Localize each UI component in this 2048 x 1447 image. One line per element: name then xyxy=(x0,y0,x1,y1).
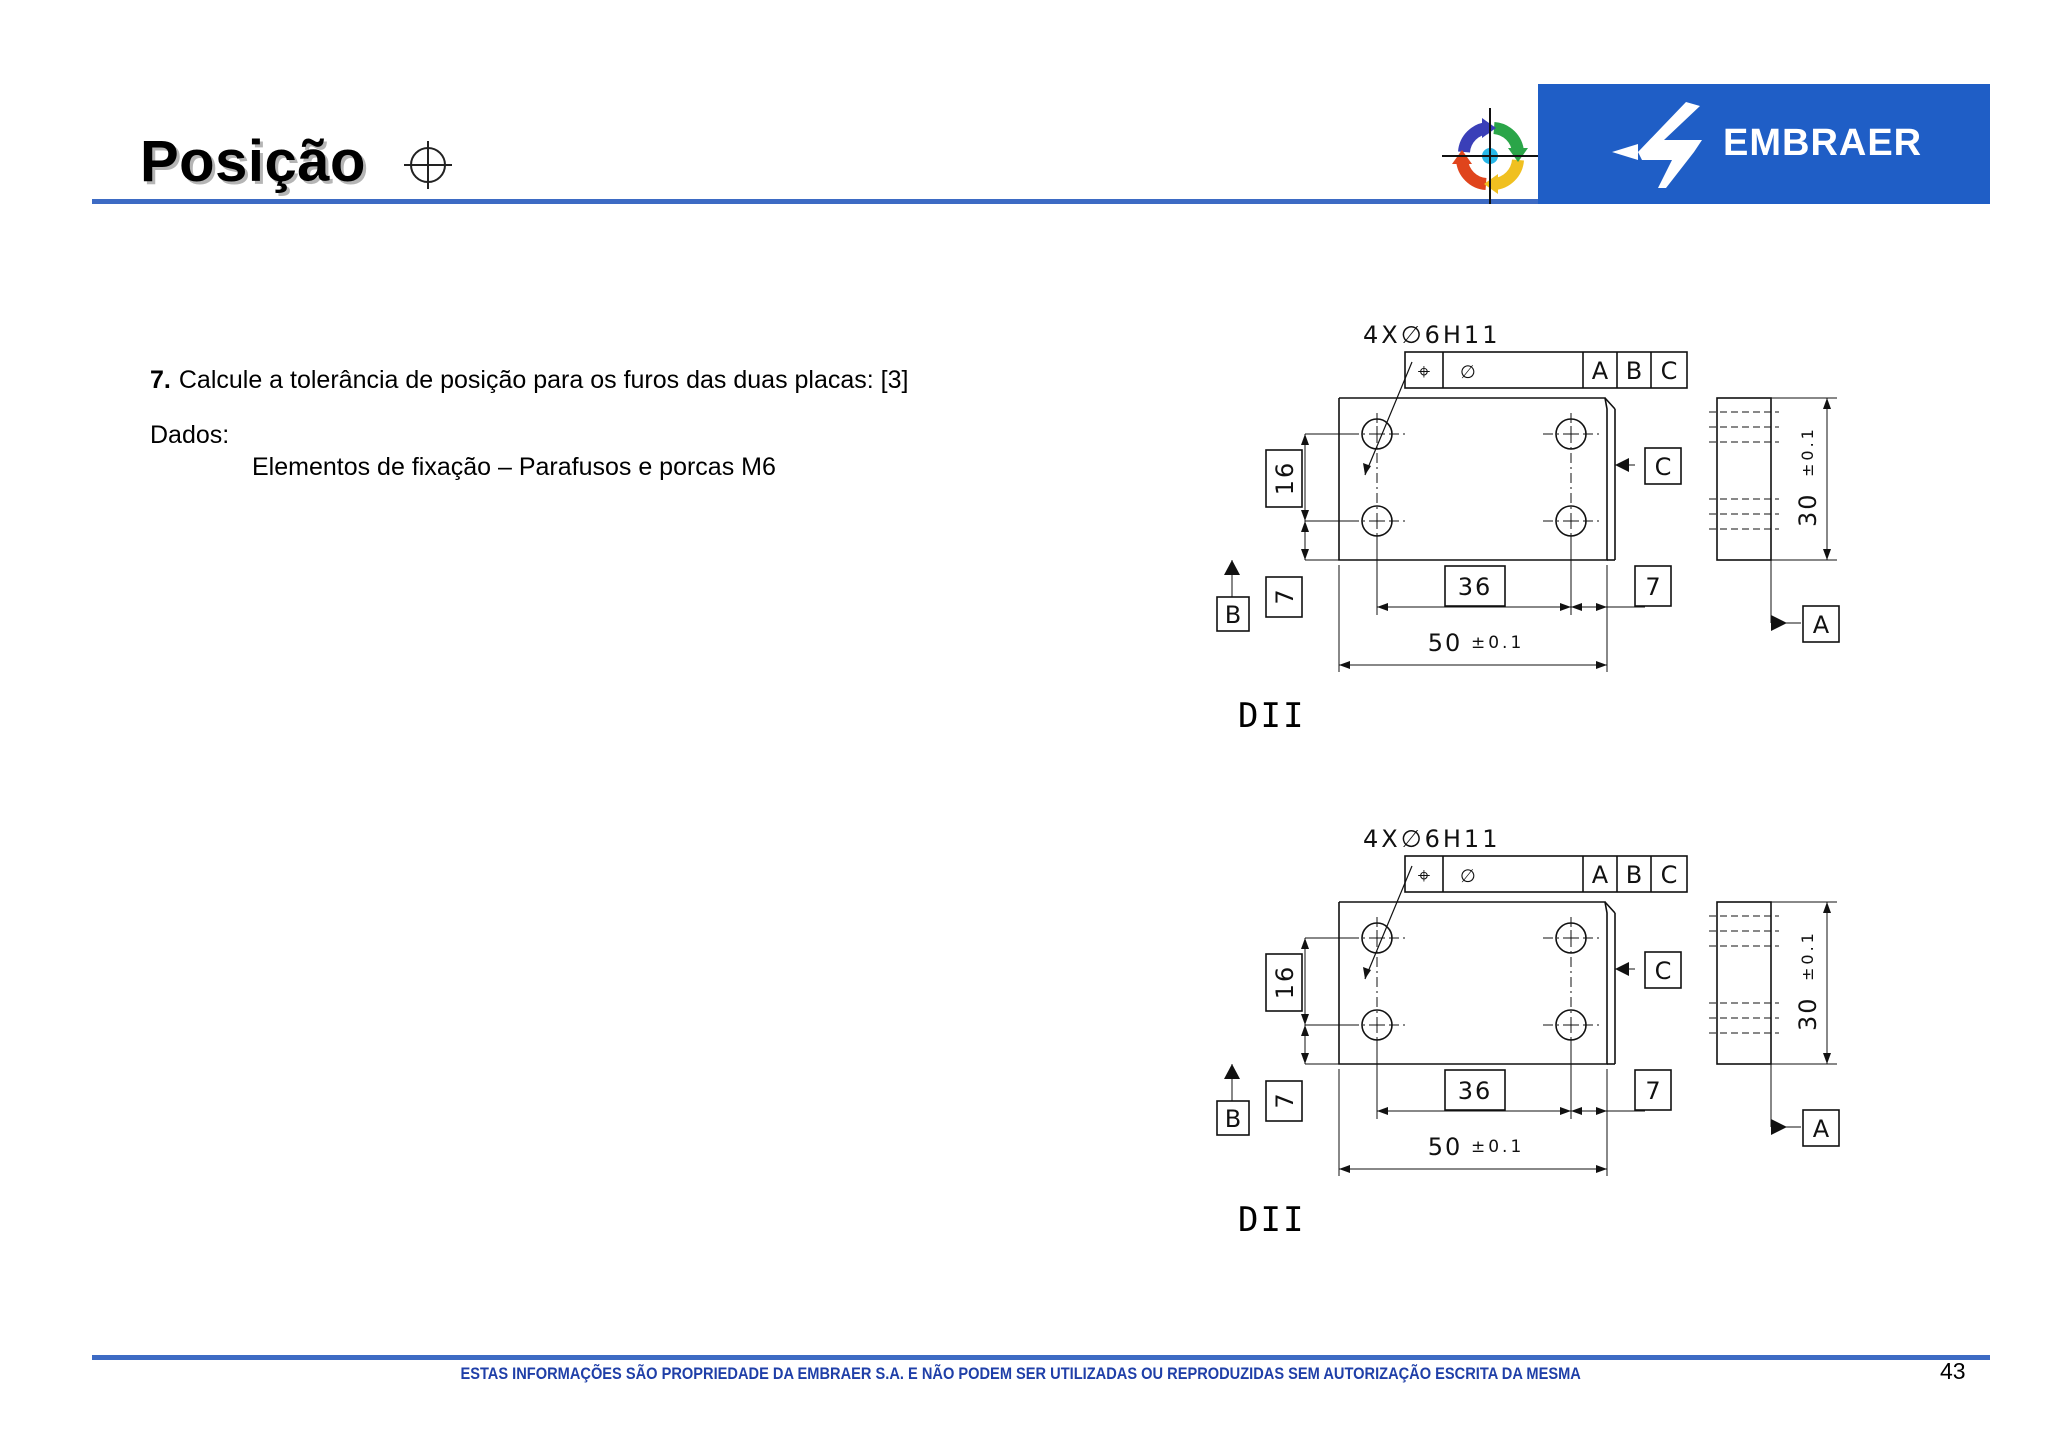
frame-datum-a: A xyxy=(1591,861,1609,889)
position-symbol: ⌖ xyxy=(1417,864,1431,889)
footer-notice: ESTAS INFORMAÇÕES SÃO PROPRIEDADE DA EMBRAER S.A. E NÃO PODEM SER UTILIZADAS OU REPRODUZIDAS SEM AUTORIZAÇÃO ESCRITA DA MESMA xyxy=(460,1364,1581,1383)
footer-rule xyxy=(92,1355,1990,1360)
tol-30: ±0.1 xyxy=(1798,426,1817,477)
datum-b: B xyxy=(1224,1105,1242,1133)
drawing-label-1: DII xyxy=(1238,696,1306,736)
logo-text: EMBRAER xyxy=(1723,122,1923,164)
plane-logo-icon xyxy=(1608,100,1708,190)
slide-title: Posição xyxy=(140,129,366,194)
dim-7-right: 7 xyxy=(1645,1077,1661,1105)
hole-callout: 4X∅6H11 xyxy=(1363,321,1501,349)
question-text: Calcule a tolerância de posição para os furos das duas placas: [3] xyxy=(178,366,909,394)
dim-7-left: 7 xyxy=(1271,589,1299,605)
frame-datum-b: B xyxy=(1625,357,1643,385)
dim-16: 16 xyxy=(1271,964,1299,1000)
technical-drawing-1 xyxy=(1205,305,1865,725)
dim-7-right: 7 xyxy=(1645,573,1661,601)
dim-30: 30 xyxy=(1794,996,1822,1031)
datum-b: B xyxy=(1224,601,1242,629)
technical-drawing-2 xyxy=(1205,809,1865,1229)
dim-50: 50 xyxy=(1427,1133,1463,1161)
hole-callout: 4X∅6H11 xyxy=(1363,825,1501,853)
dim-50: 50 xyxy=(1427,629,1463,657)
datum-c: C xyxy=(1654,957,1672,985)
quality-cycle-icon xyxy=(1442,108,1538,204)
dim-16: 16 xyxy=(1271,460,1299,496)
frame-datum-b: B xyxy=(1625,861,1643,889)
frame-datum-c: C xyxy=(1660,357,1678,385)
datum-a: A xyxy=(1812,611,1830,639)
dim-30: 30 xyxy=(1794,492,1822,527)
dim-36: 36 xyxy=(1457,1077,1493,1105)
embraer-logo xyxy=(1538,84,1990,204)
tol-50: ±0.1 xyxy=(1471,633,1525,653)
position-tolerance-icon xyxy=(402,139,454,191)
frame-datum-c: C xyxy=(1660,861,1678,889)
dados-label: Dados: xyxy=(150,421,230,449)
frame-diameter: ∅ xyxy=(1460,866,1476,887)
position-symbol: ⌖ xyxy=(1417,360,1431,385)
tol-50: ±0.1 xyxy=(1471,1137,1525,1157)
drawing-label-2: DII xyxy=(1238,1200,1306,1240)
page-number: 43 xyxy=(1940,1358,1966,1384)
tol-30: ±0.1 xyxy=(1798,930,1817,981)
question-number: 7. xyxy=(150,366,171,394)
question xyxy=(150,366,908,395)
datum-a: A xyxy=(1812,1115,1830,1143)
frame-diameter: ∅ xyxy=(1460,362,1476,383)
dim-36: 36 xyxy=(1457,573,1493,601)
datum-c: C xyxy=(1654,453,1672,481)
dim-7-left: 7 xyxy=(1271,1093,1299,1109)
dados-detail: Elementos de fixação – Parafusos e porcas M6 xyxy=(252,453,776,481)
frame-datum-a: A xyxy=(1591,357,1609,385)
